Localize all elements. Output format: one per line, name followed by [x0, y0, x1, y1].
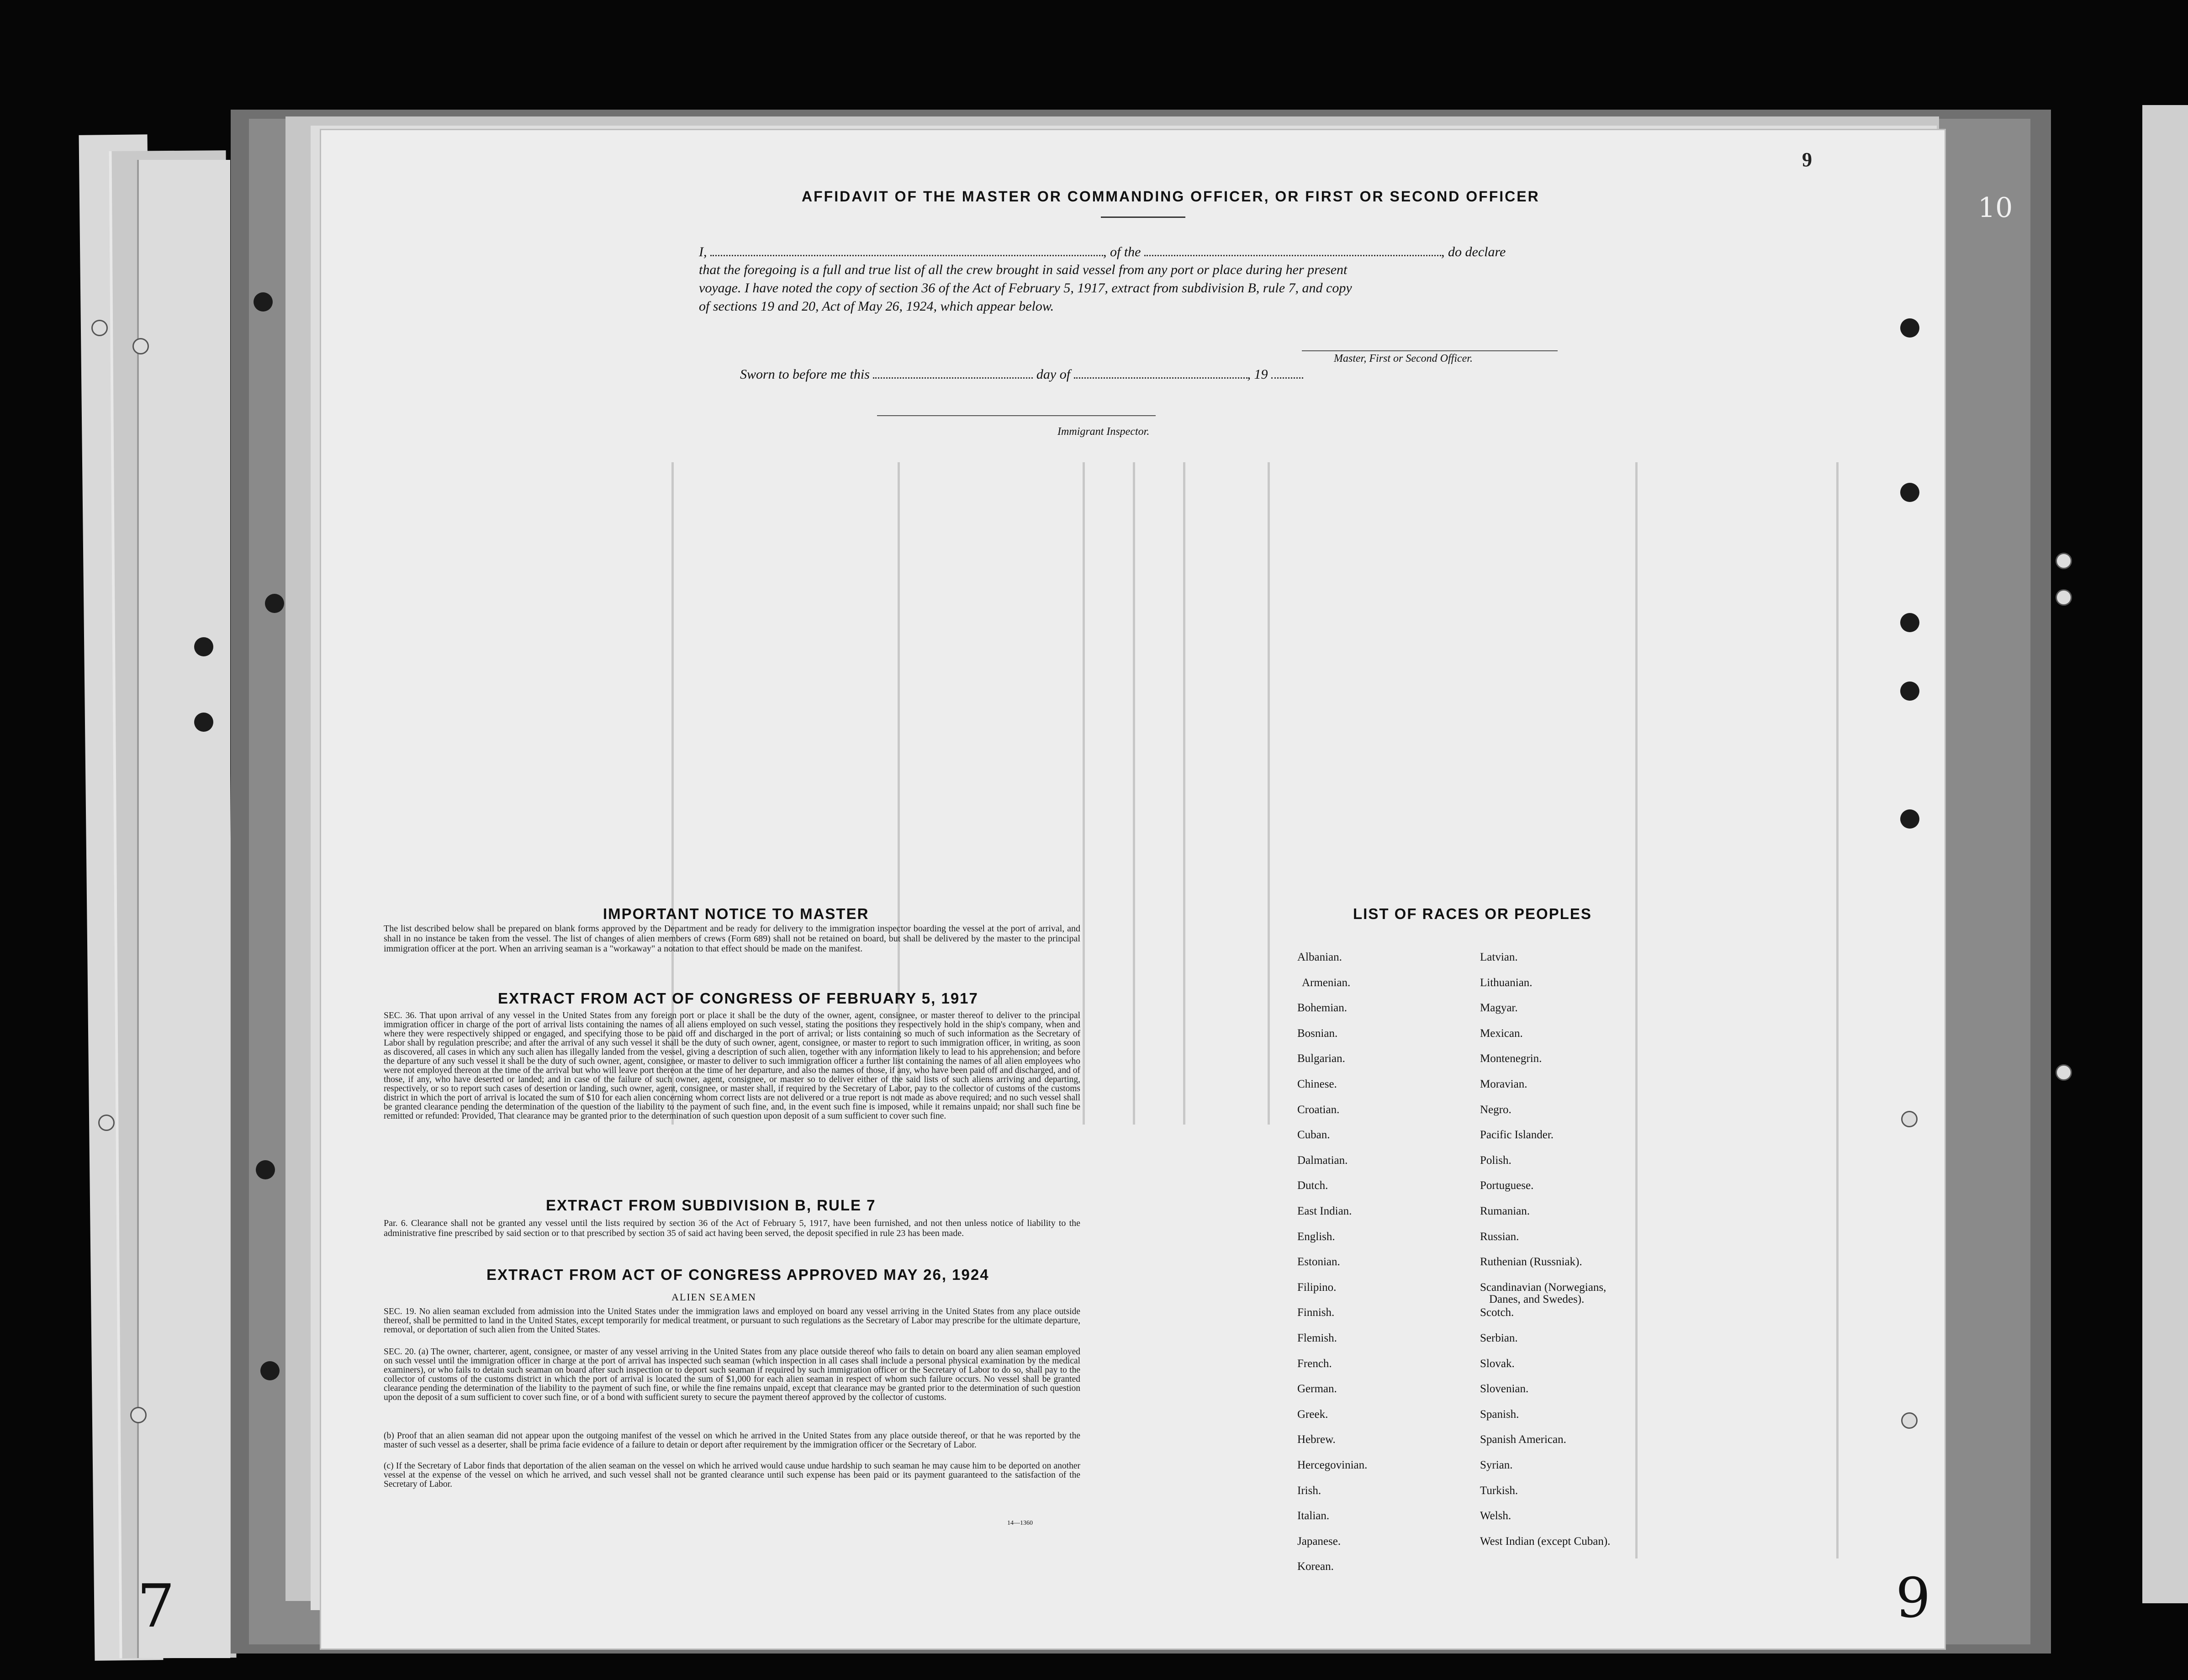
- race-item: Moravian.: [1480, 1078, 1527, 1090]
- binder-strip: [137, 160, 230, 1658]
- race-item: Slovenian.: [1480, 1383, 1529, 1395]
- bleed-through-rule: [1133, 462, 1135, 1125]
- binder-hole: [254, 292, 273, 312]
- binder-hole: [260, 1361, 280, 1380]
- affidavit-declaration-line: [699, 244, 1506, 260]
- race-item: Rumanian.: [1480, 1205, 1530, 1217]
- binder-hole: [132, 338, 149, 354]
- race-item: Lithuanian.: [1480, 976, 1533, 989]
- binder-hole: [130, 1407, 147, 1423]
- affidavit-line-3: voyage. I have noted the copy of section 36 of the Act of February 5, 1917, extract from subdivision B, rule 7, and copy: [699, 280, 1352, 296]
- race-item: Syrian.: [1480, 1459, 1513, 1471]
- page-hole: [1901, 1412, 1918, 1429]
- extract-rule7-body: Par. 6. Clearance shall not be granted any vessel until the lists required by section 36 of the Act of February 5, 1917, have been furnished, and not then unless notice of liability to the administrative fine prescribed by said section or to that prescribed by section 35 of said act having been served, the deposit specified in rule 23 has been made.: [384, 1218, 1080, 1238]
- sworn-text: Sworn to before me this: [740, 367, 870, 382]
- race-item: Portuguese.: [1480, 1179, 1534, 1192]
- race-item: Latvian.: [1480, 951, 1518, 963]
- race-item: German.: [1297, 1383, 1337, 1395]
- affidavit-line1-start: I,: [699, 244, 707, 259]
- extract-1924-sec20a: SEC. 20. (a) The owner, charterer, agent, consignee, or master of any vessel arriving in the United States from any place outside thereof who fails to detain on board any alien seaman employed on such vessel until the immigration officer in charge at the port of arrival has inspected such seaman (which inspection in all cases shall include a personal physical examination by the medical examiners), or who fails to detain such seaman on board after such inspection or to deport such seaman if required by such immigration officer or the Secretary of Labor to do so, shall pay to the collector of customs of the customs district in which the port of arrival is located the sum of $1,000 for each alien seaman in respect of whom such failure occurs. No vessel shall be granted clearance pending the determination of the liability to the payment of such fine, or while the fine remains unpaid, except that clearance may be granted prior to the determination of such question upon the deposit of a sum sufficient to cover such fine, or of a bond with sufficient surety to secure the payment thereof approved by the collector of customs.: [384, 1347, 1080, 1402]
- race-item: Finnish.: [1297, 1306, 1335, 1319]
- sworn-year-prefix: , 19: [1247, 367, 1268, 382]
- race-item: Hebrew.: [1297, 1433, 1336, 1446]
- race-item: Irish.: [1297, 1484, 1321, 1497]
- binder-hole: [2056, 589, 2072, 606]
- race-item: East Indian.: [1297, 1205, 1352, 1217]
- race-item: Japanese.: [1297, 1535, 1341, 1548]
- race-item: Negro.: [1480, 1103, 1512, 1116]
- race-item: Slovak.: [1480, 1357, 1515, 1370]
- binder-hole: [265, 594, 284, 613]
- race-item: Bohemian.: [1297, 1002, 1348, 1014]
- race-item: Mexican.: [1480, 1027, 1523, 1040]
- extract-1917-body: SEC. 36. That upon arrival of any vessel in the United States from any foreign port or place it shall be the duty of the owner, agent, consignee, or master thereof to deliver to the principal immigration officer in charge of the port of arrival lists containing the names of all aliens employed on such vessel, stating the positions they respectively hold in the ship's company, when and where they were respectively shipped or engaged, and specifying those to be paid off and discharged in the port of arrival; or lists containing so much of such information as the Secretary of Labor shall by regulation prescribe; and after the arrival of any such vessel it shall be the duty of such owner, agent, consignee, or master to report to such immigration officer, in writing, as soon as discovered, all cases in which any such alien has illegally landed from the vessel, giving a description of such alien, together with any information likely to lead to his apprehension; and before the departure of any such vessel it shall be the duty of such owner, agent, consignee, or master to deliver to such immigration officer a further list containing the names of all alien employees who were not employed thereon at the time of the arrival but who will leave port thereon at the time of her departure, and also the names of those, if any, who have been paid off and discharged, and of those, if any, who have deserted or landed; and in case of the failure of such owner, agent, consignee, or master so to deliver either of the said lists of such aliens arriving and departing, respectively, or so to report such cases of desertion or landing, such owner, agent, consignee, or master shall, if required by the Secretary of Labor, pay to the collector of customs of the customs district in which the port of arrival is located the sum of $10 for each alien concerning whom correct lists are not delivered or a true report is not made as above required; and no such vessel shall be granted clearance pending the determination of the question of the liability to the payment of such fine, and, in the event such fine is imposed, while it remains unpaid; nor shall such fine be remitted or refunded: Provided, That clearance may be granted prior to the determination of such question upon deposit of a sum sufficient to cover such fine.: [384, 1011, 1080, 1121]
- race-item: Bosnian.: [1297, 1027, 1338, 1040]
- title-underline: [1101, 217, 1185, 218]
- affidavit-line-4: of sections 19 and 20, Act of May 26, 1924, which appear below.: [699, 299, 1054, 314]
- race-item: Serbian.: [1480, 1332, 1518, 1344]
- notice-title: IMPORTANT NOTICE TO MASTER: [603, 905, 869, 922]
- race-item: Magyar.: [1480, 1002, 1518, 1014]
- binder-hole: [194, 713, 213, 732]
- master-signature-label: Master, First or Second Officer.: [1334, 353, 1473, 365]
- race-item: Russian.: [1480, 1230, 1519, 1243]
- master-signature-line: [1302, 350, 1558, 351]
- binder-hole: [98, 1115, 115, 1131]
- page-hole: [1901, 1111, 1918, 1127]
- extract-1924-sec19: SEC. 19. No alien seaman excluded from admission into the United States under the immigration laws and employed on board any vessel arriving in the United States from any place outside thereof, shall be permitted to land in the United States, except temporarily for medical treatment, or pursuant to such regulations as the Secretary of Labor may prescribe for the ultimate departure, removal, or deportation of such alien from the United States.: [384, 1307, 1080, 1335]
- race-item: Montenegrin.: [1480, 1052, 1542, 1065]
- page-hole: [1900, 318, 1919, 338]
- race-item: Ruthenian (Russniak).: [1480, 1256, 1582, 1268]
- race-item: Cuban.: [1297, 1129, 1330, 1141]
- binder-hole: [91, 320, 108, 336]
- notice-body: The list described below shall be prepared on blank forms approved by the Department and be ready for delivery to the immigration inspector boarding the vessel at the port of arrival, and shall in no instance be taken from the vessel. The list of changes of alien members of crews (Form 689) shall not be retained on board, but shall be delivered by the master to the principal immigration officer at the port. When an arriving seaman is a "workaway" a notation to that effect should be made on the manifest.: [384, 924, 1080, 954]
- binder-hole: [256, 1160, 275, 1179]
- race-item: English.: [1297, 1230, 1335, 1243]
- race-item: Scandinavian (Norwegians,: [1480, 1281, 1607, 1294]
- bleed-through-rule: [1836, 462, 1839, 1558]
- page-hole: [1900, 483, 1919, 502]
- bleed-through-rule: [1183, 462, 1185, 1125]
- race-item: Spanish American.: [1480, 1433, 1566, 1446]
- page-hole: [1900, 682, 1919, 701]
- extract-1924-sec20c: (c) If the Secretary of Labor finds that deportation of the alien seaman on the vessel on which he arrived would cause undue hardship to such seaman he may cause him to be deported on another vessel at the expense of the vessel on which he arrived, and such vessel shall not be granted clearance until such expense has been paid or its payment guaranteed to the satisfaction of the Secretary of Labor.: [384, 1461, 1080, 1489]
- manifest-page: [320, 129, 1946, 1650]
- race-item: Hercegovinian.: [1297, 1459, 1368, 1471]
- race-item: Pacific Islander.: [1480, 1129, 1554, 1141]
- extract-1924-subtitle: ALIEN SEAMEN: [671, 1291, 756, 1303]
- race-item: French.: [1297, 1357, 1332, 1370]
- affidavit-declare: , do declare: [1441, 244, 1506, 259]
- race-item: Croatian.: [1297, 1103, 1340, 1116]
- race-item: West Indian (except Cuban).: [1480, 1535, 1611, 1548]
- sworn-month-blank: [1074, 366, 1247, 379]
- binder-hole: [194, 637, 213, 656]
- binder-hole: [2056, 553, 2072, 569]
- race-item: Italian.: [1297, 1510, 1330, 1522]
- race-item: Estonian.: [1297, 1256, 1340, 1268]
- race-item: Albanian.: [1297, 951, 1342, 963]
- sworn-day-of: day of: [1036, 367, 1071, 382]
- race-item: Greek.: [1297, 1408, 1328, 1421]
- master-name-blank: [710, 244, 1103, 256]
- bottom-right-mark: 9: [1896, 1567, 1931, 1630]
- bleed-through-rule: [1083, 462, 1085, 1125]
- race-item: Dutch.: [1297, 1179, 1328, 1192]
- race-item: Turkish.: [1480, 1484, 1518, 1497]
- bleed-through-rule: [1635, 462, 1638, 1558]
- page-hole: [1900, 809, 1919, 829]
- sworn-day-blank: [873, 366, 1033, 379]
- race-item: Chinese.: [1297, 1078, 1337, 1090]
- extract-1924-sec20b: (b) Proof that an alien seaman did not appear upon the outgoing manifest of the vessel on which he arrived in the United States from any place outside thereof, or that he was reported by the master of such vessel as a deserter, shall be prima facie evidence of a failure to detain or deport after requirement by the immigration officer or the Secretary of Labor.: [384, 1431, 1080, 1450]
- page-corner-mark: 9: [1802, 148, 1812, 171]
- race-item: Spanish.: [1480, 1408, 1519, 1421]
- top-right-number: 10: [1978, 192, 2013, 224]
- extract-rule7-title: EXTRACT FROM SUBDIVISION B, RULE 7: [546, 1197, 876, 1214]
- race-item: Flemish.: [1297, 1332, 1337, 1344]
- affidavit-of-the: , of the: [1103, 244, 1141, 259]
- inspector-label: Immigrant Inspector.: [1057, 426, 1150, 438]
- affidavit-title: AFFIDAVIT OF THE MASTER OR COMMANDING OFFICER, OR FIRST OR SECOND OFFICER: [802, 188, 1540, 205]
- race-item: Polish.: [1480, 1154, 1512, 1167]
- race-item: Armenian.: [1302, 976, 1351, 989]
- race-item: Bulgarian.: [1297, 1052, 1345, 1065]
- extract-1917-title: EXTRACT FROM ACT OF CONGRESS OF FEBRUARY 5, 1917: [498, 990, 978, 1007]
- right-edge-strip: [2142, 105, 2188, 1603]
- inspector-signature-line: [877, 415, 1156, 416]
- race-item: Korean.: [1297, 1560, 1334, 1573]
- bleed-through-rule: [1268, 462, 1270, 1125]
- race-item: Scotch.: [1480, 1306, 1514, 1319]
- race-item-continuation: Danes, and Swedes).: [1489, 1293, 1585, 1305]
- race-item: Filipino.: [1297, 1281, 1337, 1294]
- bottom-left-mark: 7: [137, 1571, 175, 1641]
- form-number: 14—1360: [1007, 1520, 1033, 1527]
- binder-hole: [2056, 1064, 2072, 1081]
- race-item: Dalmatian.: [1297, 1154, 1348, 1167]
- race-item: Welsh.: [1480, 1510, 1512, 1522]
- affidavit-line-2: that the foregoing is a full and true list of all the crew brought in said vessel from any port or place during her present: [699, 262, 1348, 277]
- races-title: LIST OF RACES OR PEOPLES: [1353, 905, 1592, 922]
- page-hole: [1900, 613, 1919, 632]
- extract-1924-title: EXTRACT FROM ACT OF CONGRESS APPROVED MAY 26, 1924: [486, 1266, 989, 1283]
- sworn-line: [740, 366, 1303, 382]
- sworn-year-blank: [1271, 366, 1303, 379]
- vessel-name-blank: [1144, 244, 1441, 256]
